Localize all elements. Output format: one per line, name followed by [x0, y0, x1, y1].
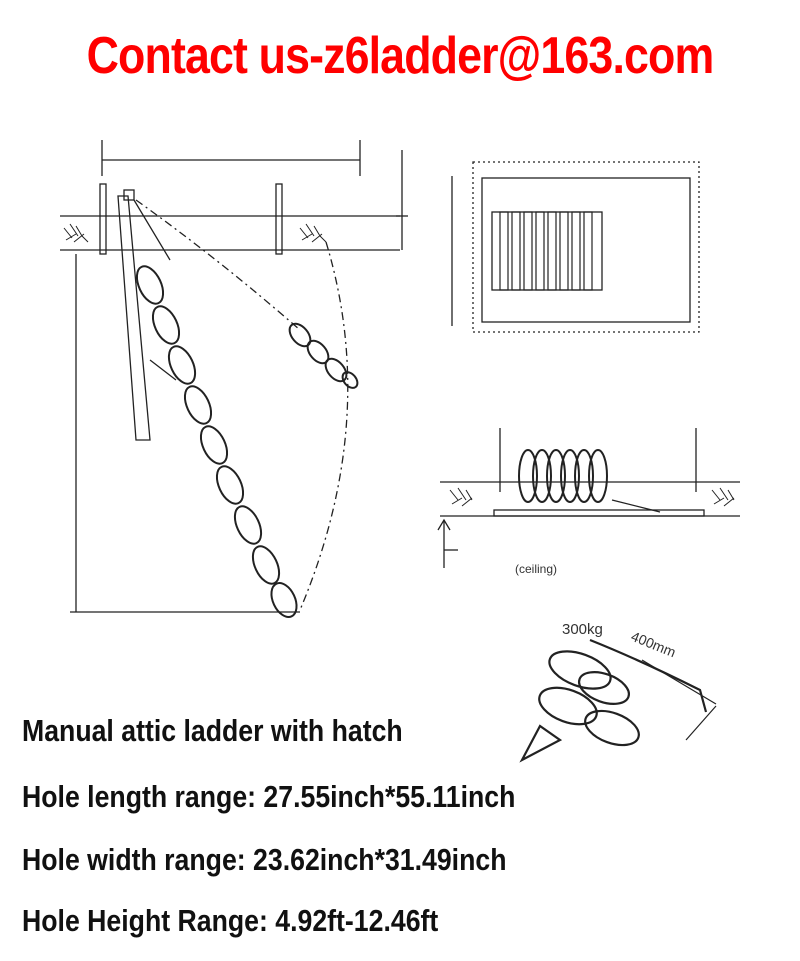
spec-hole-height: Hole Height Range: 4.92ft-12.46ft — [22, 903, 439, 938]
spec-product-type: Manual attic ladder with hatch — [22, 713, 403, 748]
spec-hole-length: Hole length range: 27.55inch*55.11inch — [22, 779, 516, 814]
closed-view-folded-ladder — [438, 428, 740, 568]
rung-width-label: 400mm — [628, 627, 679, 661]
spec-hole-width: Hole width range: 23.62inch*31.49inch — [22, 842, 507, 877]
contact-headline: Contact us-z6ladder@163.com — [86, 27, 714, 85]
top-view-hatch-plan — [452, 162, 699, 332]
side-view-open-ladder — [60, 140, 408, 621]
folded-rung-stack — [519, 450, 607, 502]
ceiling-hatch-right — [300, 224, 326, 242]
ceiling-hatch-left — [64, 224, 88, 242]
rung-detail-view — [522, 640, 716, 760]
ceiling-label: (ceiling) — [515, 562, 558, 576]
load-capacity-label: 300kg — [562, 621, 603, 638]
folded-ladder-rails — [500, 212, 592, 290]
ladder-rungs — [132, 262, 361, 621]
